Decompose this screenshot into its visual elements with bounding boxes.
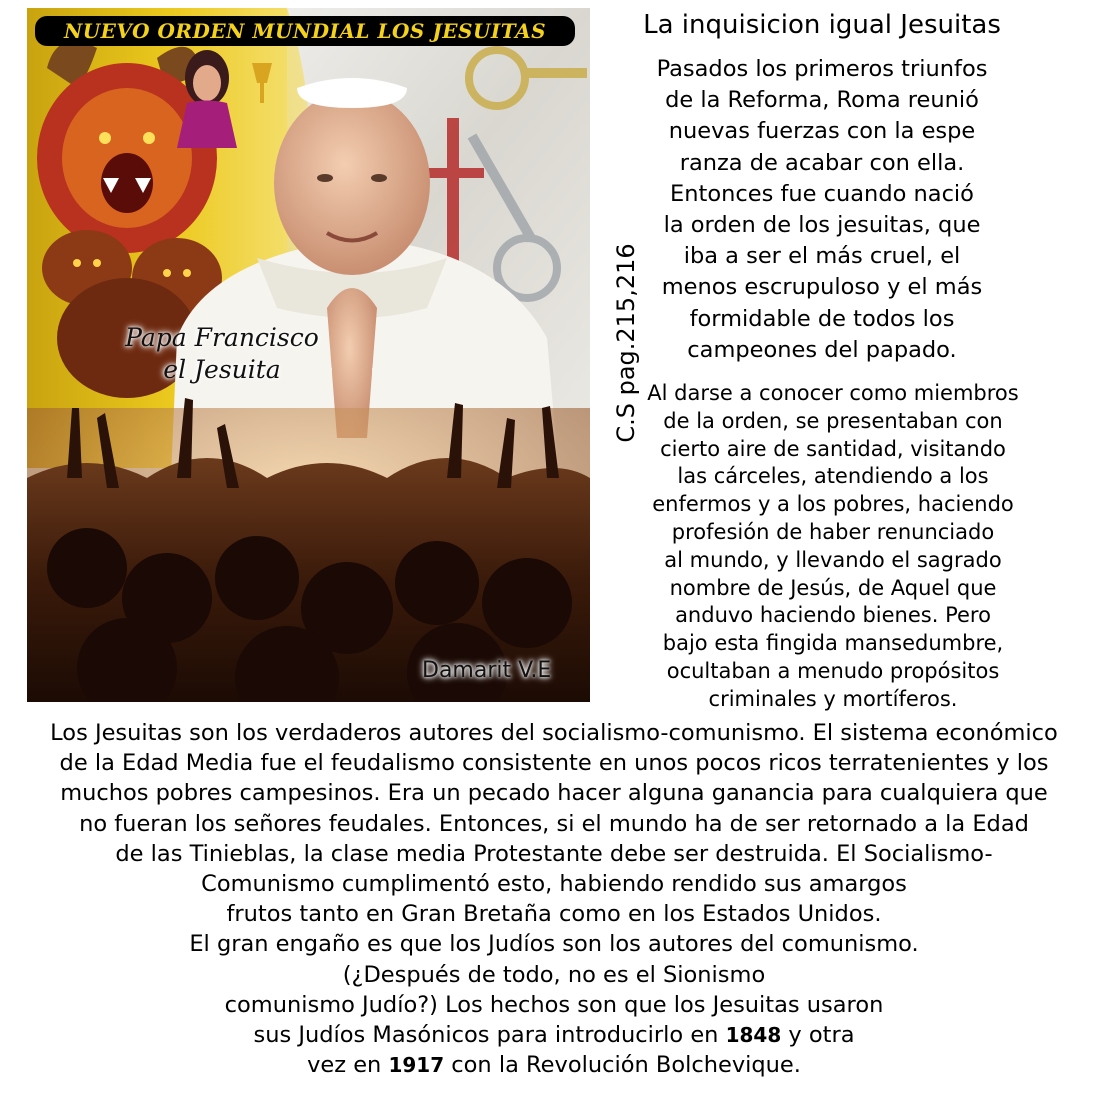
quote-line: las cárceles, atendiendo a los [677,464,989,489]
quote-line: formidable de todos los [689,305,955,332]
quote-line: Al darse a conocer como miembros [647,381,1019,405]
quote-line: al mundo, y llevando el sagrado [664,547,1002,572]
line-text: sus Judíos Masónicos para introducirlo en [253,1022,726,1049]
quote-line: nuevas fuerzas con la espe [668,118,976,145]
paragraph-line: El gran engaño es que los Judíos son los autores del comunismo. [189,931,919,958]
paragraph-line: de la Edad Media fue el feudalismo consistente en unos pocos ricos terratenientes y los [59,750,1049,777]
quote-line: campeones del papado. [687,336,957,363]
quote-line: profesión de haber renunciado [671,519,995,544]
paragraph-line: comunismo Judío?) Los hechos son que los Jesuitas usaron [224,991,884,1018]
paragraph-line [20,1020,1088,1050]
paragraph-line: muchos pobres campesinos. Era un pecado hacer alguna ganancia para cualquiera que [60,780,1048,807]
line-text: vez en [307,1052,389,1079]
quote-line: de la orden, se presentaban con [663,408,1003,433]
quote-line: iba a ser el más cruel, el [683,243,961,270]
quote-line: enfermos y a los pobres, haciendo [652,492,1014,517]
year-1848: 1848 [725,1023,782,1048]
quote-line: Pasados los primeros triunfos [656,56,988,82]
paragraph-line: (¿Después de todo, no es el Sionismo [342,961,766,988]
quote-paragraph-2 [598,380,1068,714]
quote-line: ocultaban a menudo propósitos [666,658,1000,683]
quote-paragraph-1 [612,54,1032,366]
quote-line: anduvo haciendo bienes. Pero [675,603,991,628]
paragraph-line: no fueran los señores feudales. Entonces, si el mundo ha de ser retornado a la Edad [79,810,1029,837]
page-reference: C.S pag.215,216 [612,243,640,443]
quote-line: ranza de acabar con ella. [679,149,965,176]
quote-line: de la Reforma, Roma reunió [665,87,979,114]
pope-image-panel [27,8,590,702]
paragraph-line: frutos tanto en Gran Bretaña como en los Estados Unidos. [226,901,882,928]
line-text: y otra [781,1022,855,1049]
caption-line-2: el Jesuita [163,355,281,384]
line-text: con la Revolución Bolchevique. [444,1052,801,1079]
paragraph-line: Comunismo cumplimentó esto, habiendo rendido sus amargos [201,871,907,898]
paragraph-line: Los Jesuitas son los verdaderos autores del socialismo-comunismo. El sistema económico [50,720,1058,746]
quote-line: criminales y mortíferos. [708,686,958,711]
quote-line: la orden de los jesuitas, que [663,212,981,239]
quote-line: nombre de Jesús, de Aquel que [669,575,997,600]
side-title [612,8,1032,42]
quote-line: cierto aire de santidad, visitando [660,436,1006,461]
caption-line-1: Papa Francisco [125,323,319,352]
author-signature: Damarit V.E [422,658,552,683]
paragraph-line: de las Tinieblas, la clase media Protestante debe ser destruida. El Socialismo- [115,840,993,867]
year-1917: 1917 [388,1053,445,1078]
side-title-text: La inquisicion igual Jesuitas [643,10,1001,40]
quote-line: bajo esta fingida mansedumbre, [662,631,1004,656]
image-banner: NUEVO ORDEN MUNDIAL LOS JESUITAS [35,16,575,46]
paragraph-line [20,1050,1088,1080]
quote-line: Entonces fue cuando nació [670,180,974,207]
image-caption [97,322,347,386]
quote-line: menos escrupuloso y el más [661,274,983,301]
bottom-paragraph [20,718,1088,1080]
